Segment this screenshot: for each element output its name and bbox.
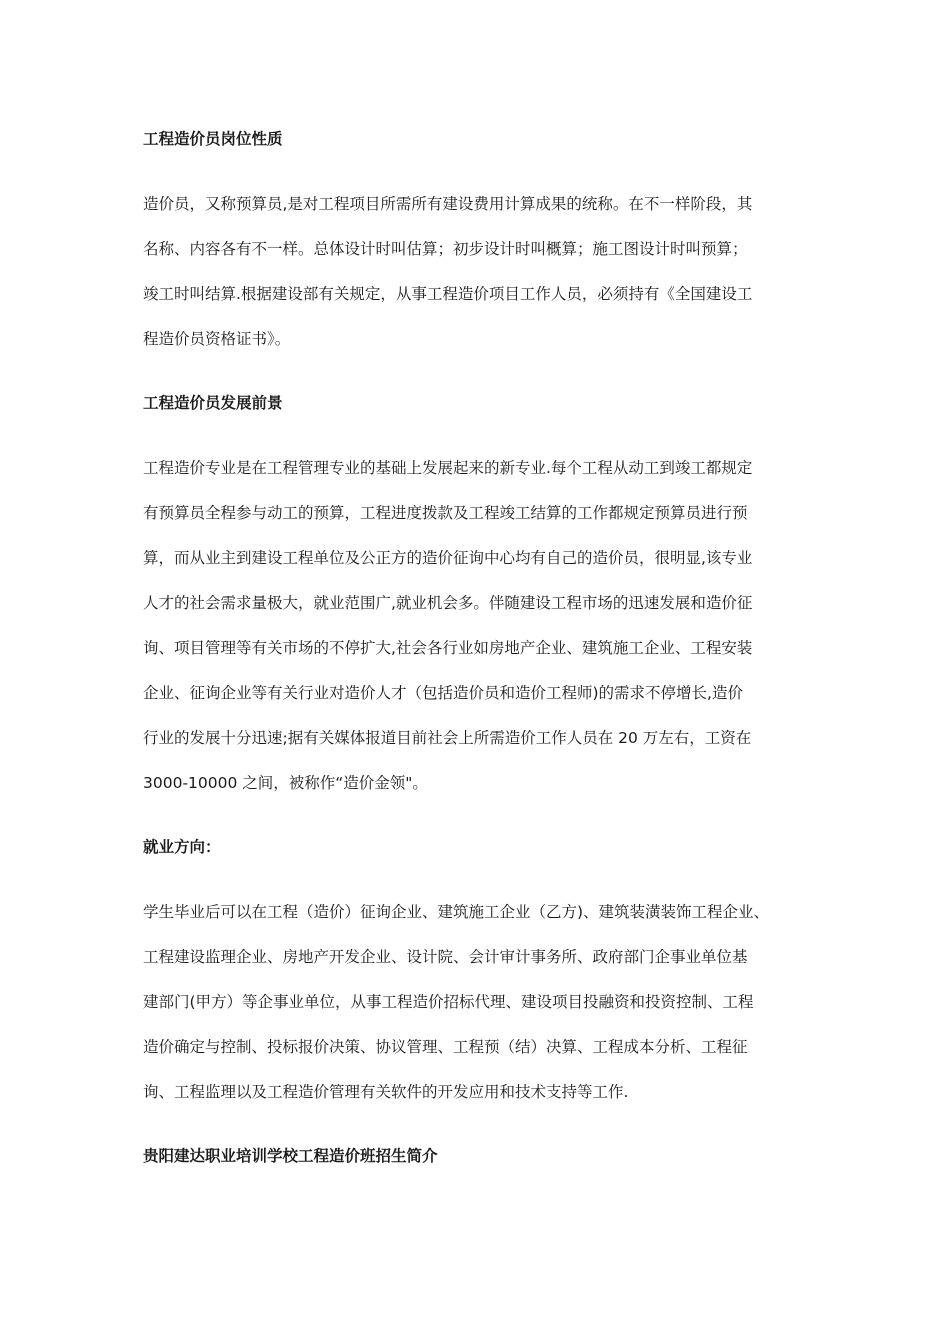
paragraph-line: 工程造价专业是在工程管理专业的基础上发展起来的新专业.每个工程从动工到竣工都规定 [143,459,753,477]
paragraph-line: 有预算员全程参与动工的预算，工程进度拨款及工程竣工结算的工作都规定预算员进行预 [143,504,748,522]
paragraph-line: 工程建设监理企业、房地产开发企业、设计院、会计审计事务所、政府部门企事业单位基 [143,948,748,966]
paragraph-line: 学生毕业后可以在工程（造价）征询企业、建筑施工企业（乙方)、建筑装潢装饰工程企业、 [143,903,770,921]
section-heading-prospects: 工程造价员发展前景 [143,394,283,412]
paragraph-prospects [143,446,820,806]
paragraph-line: 造价确定与控制、投标报价决策、协议管理、工程预（结）决算、工程成本分析、工程征 [143,1038,748,1056]
section-heading-job-nature: 工程造价员岗位性质 [143,130,283,148]
paragraph-line: 造价员，又称预算员,是对工程项目所需所有建设费用计算成果的统称。在不一样阶段，其 [143,195,753,213]
paragraph-line: 3000-10000 之间，被称作“造价金领"。 [143,774,428,792]
paragraph-line: 企业、征询企业等有关行业对造价人才（包括造价员和造价工程师)的需求不停增长,造价 [143,684,743,702]
paragraph-job-nature [143,182,820,362]
paragraph-line: 名称、内容各有不一样。总体设计时叫估算；初步设计时叫概算；施工图设计时叫预算； [143,240,748,258]
paragraph-line: 询、工程监理以及工程造价管理有关软件的开发应用和技术支持等工作. [143,1083,629,1101]
paragraph-line: 程造价员资格证书》。 [143,330,291,348]
paragraph-line: 算，而从业主到建设工程单位及公正方的造价征询中心均有自己的造价员，很明显,该专业 [143,549,753,567]
section-heading-employment: 就业方向： [143,838,221,856]
paragraph-line: 行业的发展十分迅速;据有关媒体报道目前社会上所需造价工作人员在 20 万左右，工资在 [143,729,752,747]
paragraph-line: 询、项目管理等有关市场的不停扩大,社会各行业如房地产企业、建筑施工企业、工程安装 [143,639,753,657]
paragraph-line: 人才的社会需求量极大，就业范围广,就业机会多。伴随建设工程市场的迅速发展和造价征 [143,594,753,612]
paragraph-line: 竣工时叫结算.根据建设部有关规定，从事工程造价项目工作人员，必须持有《全国建设工 [143,285,753,303]
paragraph-employment [143,890,820,1115]
paragraph-line: 建部门(甲方）等企事业单位，从事工程造价招标代理、建设项目投融资和投资控制、工程 [143,993,754,1011]
section-heading-school-intro: 贵阳建达职业培训学校工程造价班招生简介 [143,1147,438,1165]
